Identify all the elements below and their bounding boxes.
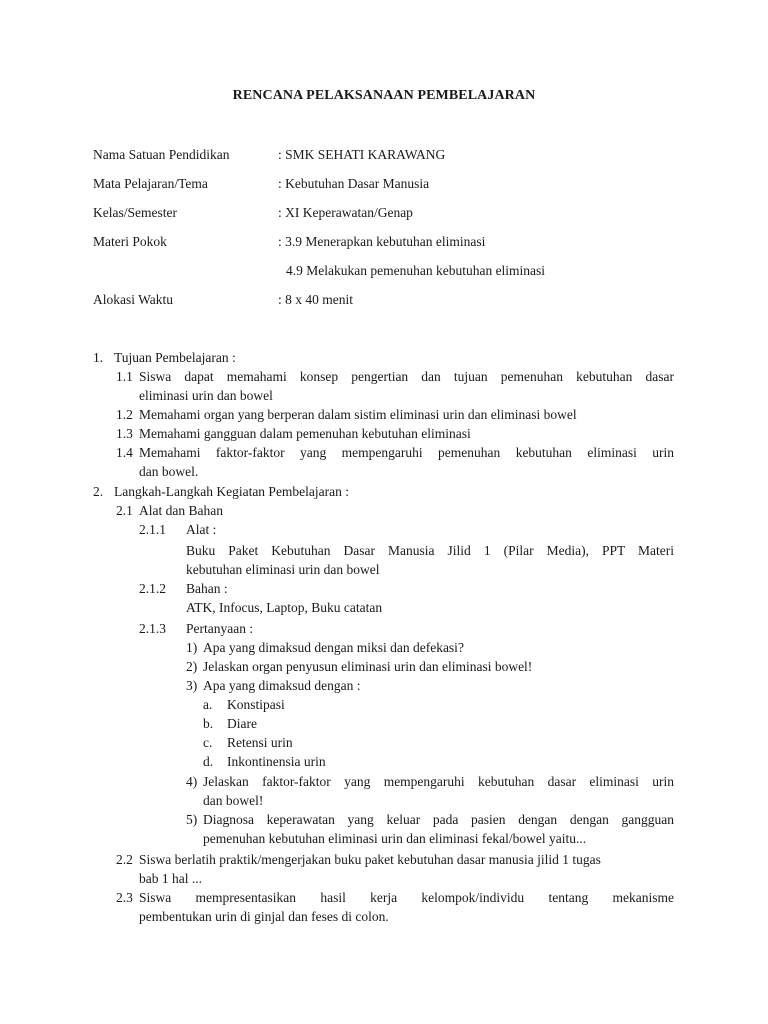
- material-label: Materi Pokok: [93, 234, 167, 249]
- subitem-number: 2.1.3: [139, 621, 166, 636]
- item-text: Memahami faktor-faktor yang mempengaruhi pemenuhan kebutuhan eliminasi urin: [139, 445, 674, 460]
- time-label: Alokasi Waktu: [93, 292, 174, 307]
- question-text: Diagnosa keperawatan yang keluar pada pasien dengan dengan gangguan: [203, 812, 674, 827]
- subitem-number: 2.1.1: [139, 522, 166, 537]
- subitem-text-cont: kebutuhan eliminasi urin dan bowel: [186, 562, 380, 577]
- item-text-cont: dan bowel.: [139, 464, 199, 479]
- item-text-cont: pembentukan urin di ginjal dan feses di colon.: [139, 909, 389, 924]
- section-number: 1.: [93, 350, 104, 365]
- item-number: 1.3: [116, 426, 133, 441]
- term-text: Inkontinensia urin: [227, 754, 326, 769]
- subitem-text: Buku Paket Kebutuhan Dasar Manusia Jilid 1 (Pilar Media), PPT Materi: [186, 543, 674, 558]
- subitem-label: Alat :: [186, 522, 217, 537]
- item-text: Memahami organ yang berperan dalam sistim eliminasi urin dan eliminasi bowel: [139, 407, 577, 422]
- time-value: : 8 x 40 menit: [278, 292, 353, 307]
- item-number: 1.2: [116, 407, 133, 422]
- item-text: Siswa mempresentasikan hasil kerja kelompok/individu tentang mekanisme: [139, 890, 674, 905]
- class-value: : XI Keperawatan/Genap: [278, 205, 413, 220]
- question-text: Apa yang dimaksud dengan :: [203, 678, 361, 693]
- school-value: : SMK SEHATI KARAWANG: [278, 147, 446, 162]
- item-text: Alat dan Bahan: [139, 503, 223, 518]
- term-text: Diare: [227, 716, 257, 731]
- material-value-2: 4.9 Melakukan pemenuhan kebutuhan eliminasi: [286, 263, 546, 278]
- question-number: 4): [186, 774, 198, 789]
- question-number: 2): [186, 659, 198, 674]
- school-label: Nama Satuan Pendidikan: [93, 147, 230, 162]
- section-heading: Langkah-Langkah Kegiatan Pembelajaran :: [114, 484, 350, 499]
- question-text-cont: pemenuhan kebutuhan eliminasi urin dan eliminasi fekal/bowel yaitu...: [203, 831, 587, 846]
- question-text: Apa yang dimaksud dengan miksi dan defekasi?: [203, 640, 464, 655]
- term-letter: c.: [203, 735, 213, 750]
- question-number: 3): [186, 678, 198, 693]
- material-value-1: : 3.9 Menerapkan kebutuhan eliminasi: [278, 234, 486, 249]
- subitem-label: Pertanyaan :: [186, 621, 254, 636]
- question-text: Jelaskan organ penyusun eliminasi urin dan eliminasi bowel!: [203, 659, 533, 674]
- term-text: Retensi urin: [227, 735, 293, 750]
- question-number: 1): [186, 640, 198, 655]
- class-label: Kelas/Semester: [93, 205, 177, 220]
- item-number: 2.2: [116, 852, 133, 867]
- section-heading: Tujuan Pembelajaran :: [114, 350, 236, 365]
- item-number: 2.1: [116, 503, 133, 518]
- item-number: 1.4: [116, 445, 133, 460]
- subitem-label: Bahan :: [186, 581, 228, 596]
- subject-value: : Kebutuhan Dasar Manusia: [278, 176, 430, 191]
- item-text: Memahami gangguan dalam pemenuhan kebutuhan eliminasi: [139, 426, 471, 441]
- term-letter: b.: [203, 716, 214, 731]
- subitem-text: ATK, Infocus, Laptop, Buku catatan: [186, 600, 383, 615]
- page-title: RENCANA PELAKSANAAN PEMBELAJARAN: [232, 88, 536, 103]
- section-number: 2.: [93, 484, 104, 499]
- term-letter: d.: [203, 754, 214, 769]
- item-text-cont: bab 1 hal ...: [139, 871, 202, 886]
- item-number: 2.3: [116, 890, 133, 905]
- question-number: 5): [186, 812, 198, 827]
- item-number: 1.1: [116, 369, 133, 384]
- question-text: Jelaskan faktor-faktor yang mempengaruhi kebutuhan dasar eliminasi urin: [203, 774, 674, 789]
- item-text: Siswa berlatih praktik/mengerjakan buku paket kebutuhan dasar manusia jilid 1 tugas: [139, 852, 601, 867]
- subitem-number: 2.1.2: [139, 581, 166, 596]
- question-text-cont: dan bowel!: [203, 793, 264, 808]
- item-text: Siswa dapat memahami konsep pengertian dan tujuan pemenuhan kebutuhan dasar: [139, 369, 674, 384]
- item-text-cont: eliminasi urin dan bowel: [139, 388, 273, 403]
- term-letter: a.: [203, 697, 213, 712]
- term-text: Konstipasi: [227, 697, 285, 712]
- subject-label: Mata Pelajaran/Tema: [93, 176, 208, 191]
